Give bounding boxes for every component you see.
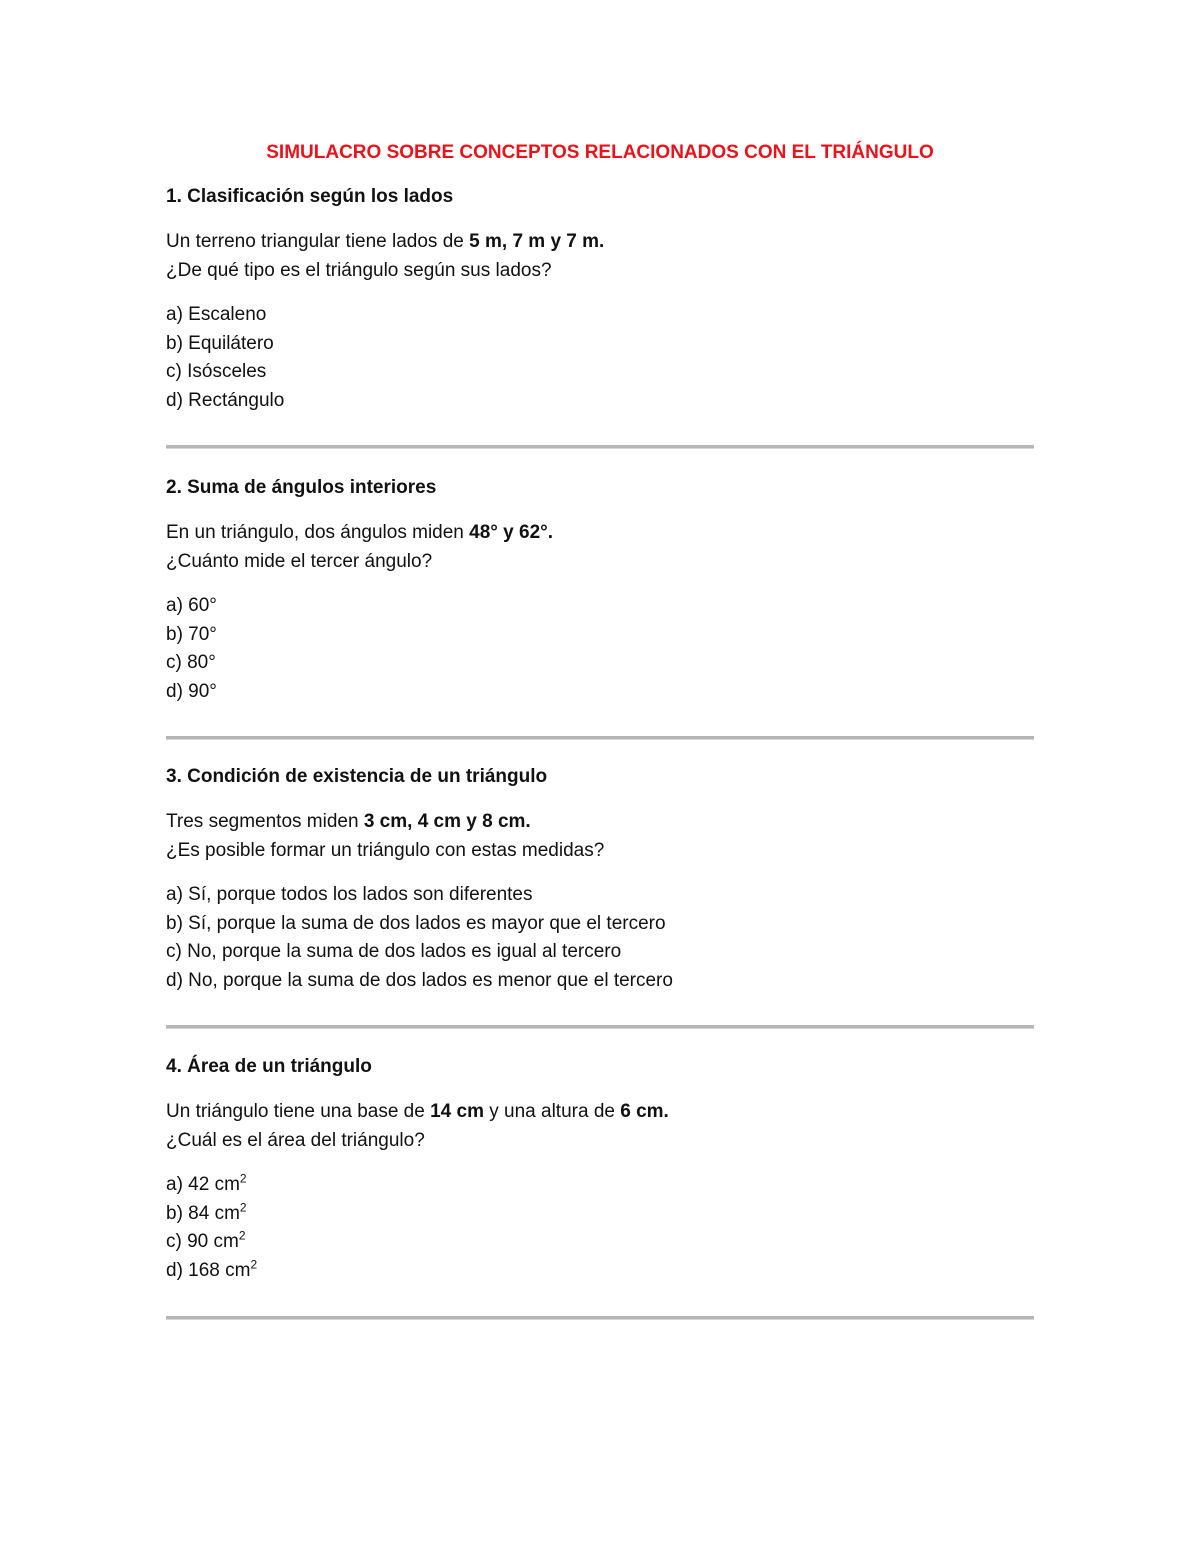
answer-options: [166, 301, 1034, 415]
option-b[interactable]: b) Equilátero: [166, 332, 274, 354]
superscript-2: 2: [250, 1257, 258, 1272]
question-text: ¿De qué tipo es el triángulo según sus lados?: [166, 259, 552, 281]
option-d[interactable]: d) Rectángulo: [166, 389, 285, 411]
option-c[interactable]: c) 80°: [166, 652, 216, 673]
question-stem: [166, 808, 1034, 865]
question-text: ¿Es posible formar un triángulo con estas medidas?: [166, 839, 605, 861]
answer-options: [166, 881, 1034, 995]
stem-text: Tres segmentos miden: [166, 811, 364, 832]
question-text: ¿Cuánto mide el tercer ángulo?: [166, 550, 433, 572]
option-b[interactable]: [166, 1200, 1034, 1229]
section-divider: [166, 445, 1034, 449]
question-text: ¿Cuál es el área del triángulo?: [166, 1129, 425, 1151]
question-3: [166, 764, 1034, 995]
stem-value-base: 14 cm: [430, 1101, 484, 1122]
option-a[interactable]: a) Escaleno: [166, 304, 267, 325]
option-text: a) 42 cm: [166, 1174, 240, 1195]
document-title: SIMULACRO SOBRE CONCEPTOS RELACIONADOS CON EL TRIÁNGULO: [266, 142, 934, 163]
option-text: c) 90 cm: [166, 1231, 239, 1252]
option-text: d) 168 cm: [166, 1259, 251, 1281]
question-1: [166, 184, 1034, 415]
option-b[interactable]: b) Sí, porque la suma de dos lados es mayor que el tercero: [166, 912, 666, 934]
question-heading: 1. Clasificación según los lados: [166, 186, 454, 207]
option-text: b) 84 cm: [166, 1202, 240, 1224]
section-divider: [166, 1025, 1034, 1029]
stem-values: 5 m, 7 m y 7 m.: [469, 231, 605, 252]
question-heading: 3. Condición de existencia de un triángulo: [166, 766, 548, 787]
answer-options: [166, 1171, 1034, 1285]
question-stem: [166, 519, 1034, 576]
stem-text-mid: y una altura de: [483, 1101, 621, 1122]
stem-text: Un terreno triangular tiene lados de: [166, 231, 470, 252]
option-c[interactable]: [166, 1228, 1034, 1257]
question-2: [166, 475, 1034, 706]
stem-text: Un triángulo tiene una base de: [166, 1101, 431, 1122]
question-stem: [166, 1098, 1034, 1155]
option-c[interactable]: c) Isósceles: [166, 361, 267, 382]
stem-text: En un triángulo, dos ángulos miden: [166, 522, 470, 543]
question-heading: 4. Área de un triángulo: [166, 1056, 372, 1077]
section-divider: [166, 736, 1034, 740]
option-d[interactable]: d) No, porque la suma de dos lados es menor que el tercero: [166, 969, 673, 991]
question-stem: [166, 228, 1034, 285]
superscript-2: 2: [238, 1228, 246, 1243]
stem-value-height: 6 cm.: [620, 1101, 669, 1122]
option-a[interactable]: a) 60°: [166, 595, 217, 616]
option-a[interactable]: a) Sí, porque todos los lados son diferentes: [166, 884, 533, 905]
superscript-2: 2: [239, 1171, 247, 1186]
option-c[interactable]: c) No, porque la suma de dos lados es igual al tercero: [166, 941, 622, 962]
question-4: [166, 1054, 1034, 1285]
answer-options: [166, 592, 1034, 706]
option-b[interactable]: b) 70°: [166, 623, 217, 645]
option-a[interactable]: [166, 1171, 1034, 1200]
option-d[interactable]: d) 90°: [166, 680, 217, 702]
option-d[interactable]: [166, 1257, 1034, 1286]
question-heading: 2. Suma de ángulos interiores: [166, 477, 437, 498]
document-page: [166, 0, 1034, 1553]
stem-values: 3 cm, 4 cm y 8 cm.: [363, 811, 531, 832]
superscript-2: 2: [239, 1200, 247, 1215]
section-divider: [166, 1316, 1034, 1320]
stem-values: 48° y 62°.: [469, 522, 554, 543]
